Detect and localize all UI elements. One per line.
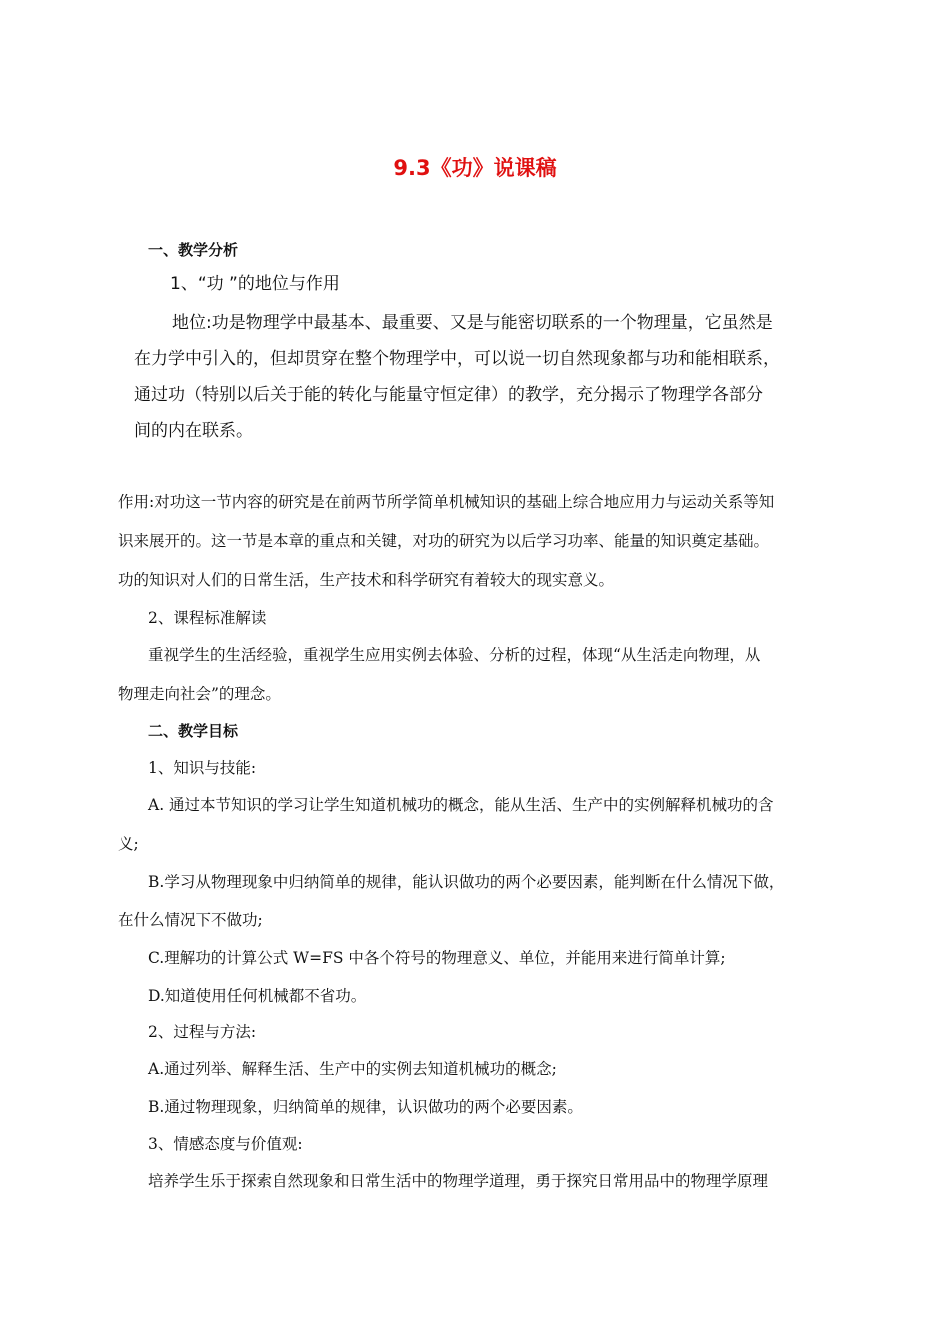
document-title: 9.3《功》说课稿	[393, 156, 557, 180]
subheading-curriculum-standard: 2、课程标准解读	[148, 609, 267, 627]
standard-line-2: 物理走向社会”的理念。	[118, 685, 281, 703]
knowledge-line-2: 义;	[118, 835, 139, 853]
role-line-1: 作用:对功这一节内容的研究是在前两节所学简单机械知识的基础上综合地应用力与运动关系等知	[118, 493, 775, 511]
role-line-3: 功的知识对人们的日常生活，生产技术和科学研究有着较大的现实意义。	[118, 571, 615, 589]
knowledge-line-4: 在什么情况下不做功;	[118, 911, 263, 929]
status-line-4: 间的内在联系。	[134, 421, 253, 441]
role-line-2: 识来展开的。这一节是本章的重点和关键，对功的研究为以后学习功率、能量的知识奠定基础。	[118, 532, 770, 550]
process-line-1: A.通过列举、解释生活、生产中的实例去知道机械功的概念;	[148, 1060, 557, 1078]
status-line-3: 通过功（特别以后关于能的转化与能量守恒定律）的教学，充分揭示了物理学各部分	[134, 385, 763, 405]
subheading-process-method: 2、过程与方法:	[148, 1023, 257, 1041]
section-heading-analysis: 一、教学分析	[148, 241, 239, 259]
attitude-line-1: 培养学生乐于探索自然现象和日常生活中的物理学道理，勇于探究日常用品中的物理学原理	[148, 1172, 769, 1190]
section-heading-objectives: 二、教学目标	[148, 722, 239, 740]
subheading-knowledge-skills: 1、知识与技能:	[148, 759, 257, 777]
standard-line-1: 重视学生的生活经验，重视学生应用实例去体验、分析的过程，体现“从生活走向物理，从	[148, 646, 761, 664]
subheading-attitude-values: 3、情感态度与价值观:	[148, 1135, 303, 1153]
knowledge-line-3: B.学习从物理现象中归纳简单的规律，能认识做功的两个必要因素，能判断在什么情况下做，	[148, 873, 785, 891]
knowledge-line-1: A. 通过本节知识的学习让学生知道机械功的概念，能从生活、生产中的实例解释机械功的含	[148, 796, 774, 814]
subheading-status-role: 1、“功 ”的地位与作用	[170, 274, 340, 294]
status-line-2: 在力学中引入的，但却贯穿在整个物理学中，可以说一切自然现象都与功和能相联系，	[134, 349, 780, 369]
knowledge-line-6: D.知道使用任何机械都不省功。	[148, 987, 367, 1005]
knowledge-line-5: C.理解功的计算公式 W=FS 中各个符号的物理意义、单位，并能用来进行简单计算;	[148, 949, 726, 967]
process-line-2: B.通过物理现象，归纳简单的规律，认识做功的两个必要因素。	[148, 1098, 583, 1116]
status-line-1: 地位:功是物理学中最基本、最重要、又是与能密切联系的一个物理量，它虽然是	[172, 313, 773, 333]
